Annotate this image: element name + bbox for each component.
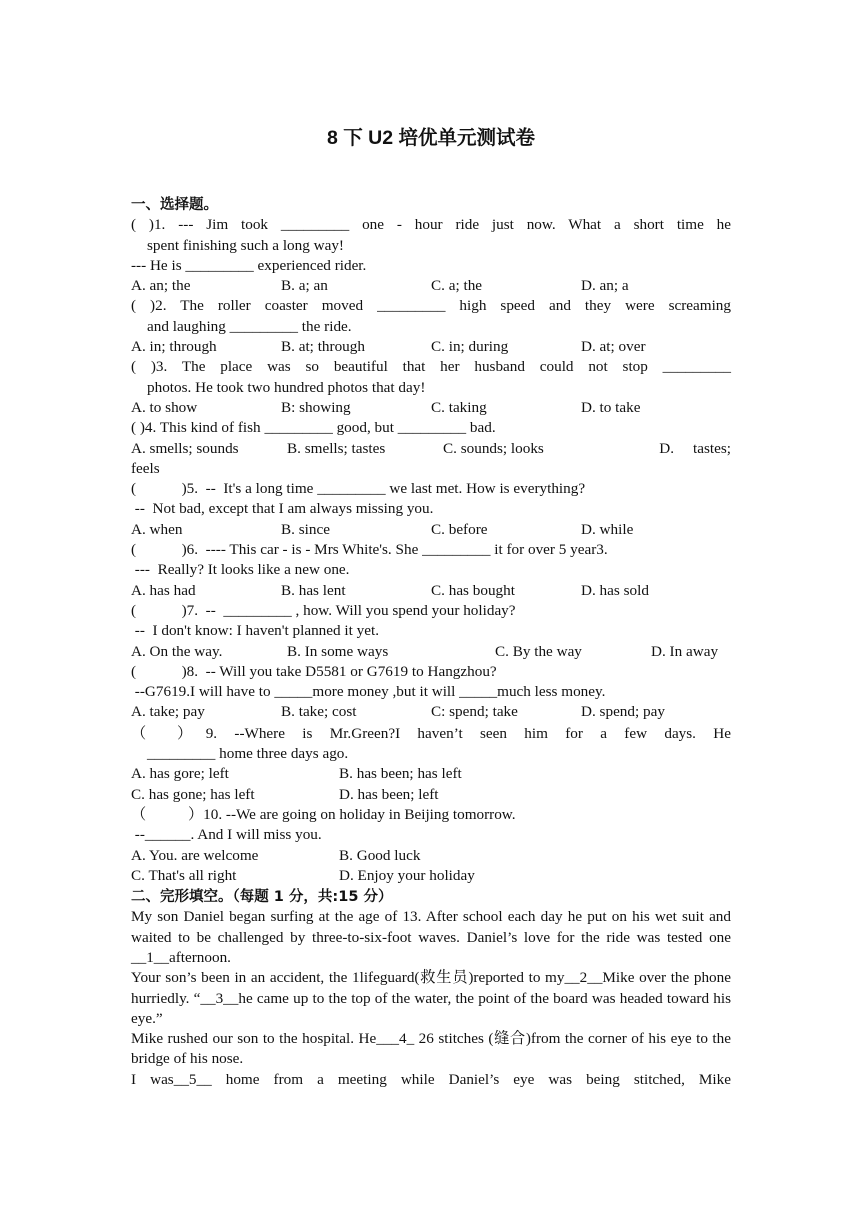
option-a[interactable]: A. On the way. xyxy=(131,642,223,660)
question-line: -- Not bad, except that I am always missing you. xyxy=(131,500,434,518)
question-line: _________ home three days ago. xyxy=(147,745,349,763)
question-line: ( )6. ---- This car - is - Mrs White's. She _________ it for over 5 year3. xyxy=(131,541,608,559)
option-b[interactable]: B. smells; tastes xyxy=(287,439,386,457)
option-a[interactable]: A. You. are welcome xyxy=(131,846,259,864)
page-title: 8 下 U2 培优单元测试卷 xyxy=(326,127,536,149)
question-line: spent finishing such a long way! xyxy=(147,236,344,254)
answer-options xyxy=(131,846,731,866)
question-line: --- Really? It looks like a new one. xyxy=(131,561,350,579)
question-6 xyxy=(131,540,731,601)
question-4 xyxy=(131,418,731,479)
answer-options xyxy=(131,276,731,296)
question-line: ( )8. -- Will you take D5581 or G7619 to Hangzhou? xyxy=(131,662,497,680)
option-a[interactable]: A. to show xyxy=(131,398,198,416)
question-2 xyxy=(131,296,731,357)
question-line: ( )2. The roller coaster moved _________ high speed and they were screaming xyxy=(131,297,731,315)
section-heading-cloze: 二、完形填空。（每题 1 分，共:15 分） xyxy=(131,889,393,906)
option-b[interactable]: B. In some ways xyxy=(287,642,389,660)
answer-options xyxy=(131,702,731,722)
answer-options xyxy=(131,398,731,418)
option-d[interactable]: D. has been; left xyxy=(339,785,439,803)
question-line: ( )5. -- It's a long time _________ we last met. How is everything? xyxy=(131,480,586,498)
option-b[interactable]: B. take; cost xyxy=(281,703,357,721)
option-b[interactable]: B. at; through xyxy=(281,338,365,356)
option-a[interactable]: A. smells; sounds xyxy=(131,439,239,457)
question-10 xyxy=(131,805,731,886)
answer-options xyxy=(131,581,731,601)
option-d[interactable]: D. has sold xyxy=(581,581,649,599)
document-body xyxy=(131,195,731,1090)
question-line: --- He is _________ experienced rider. xyxy=(131,256,367,274)
option-d[interactable]: D. while xyxy=(581,520,634,538)
question-line: ( )1. --- Jim took _________ one - hour ride just now. What a short time he xyxy=(131,216,731,234)
section-heading-choice: 一、选择题。 xyxy=(131,197,218,213)
answer-options xyxy=(131,866,731,886)
option-a[interactable]: A. has had xyxy=(131,581,196,599)
option-c[interactable]: C. By the way xyxy=(495,642,582,660)
question-9 xyxy=(131,724,731,805)
passage-paragraph: I was__5__ home from a meeting while Daniel’s eye was being stitched, Mike xyxy=(131,1070,731,1088)
question-line: and laughing _________ the ride. xyxy=(147,317,352,335)
answer-options xyxy=(131,439,731,459)
passage-paragraph: Your son’s been in an accident, the 1lifeguard(救生员)reported to my__2__Mike over the phone hurriedly. “__3__he came up to the top of the water, the point of the board was headed toward his eye.” xyxy=(131,969,731,1027)
answer-options xyxy=(131,520,731,540)
question-line: ( )3. The place was so beautiful that her husband could not stop _________ xyxy=(131,358,731,376)
question-line: --______. And I will miss you. xyxy=(131,826,322,844)
question-line: -- I don't know: I haven't planned it yet. xyxy=(131,622,379,640)
option-c[interactable]: C. That's all right xyxy=(131,866,237,884)
option-d[interactable]: D. at; over xyxy=(581,338,646,356)
option-c[interactable]: C. in; during xyxy=(431,338,509,356)
question-8 xyxy=(131,662,731,723)
question-line: ( )7. -- _________ , how. Will you spend your holiday? xyxy=(131,601,516,619)
answer-options xyxy=(131,642,731,662)
answer-options xyxy=(131,337,731,357)
option-b[interactable]: B. has been; has left xyxy=(339,765,462,783)
option-a[interactable]: A. when xyxy=(131,520,183,538)
question-line: photos. He took two hundred photos that day! xyxy=(147,378,426,396)
option-c[interactable]: C. taking xyxy=(431,398,487,416)
question-7 xyxy=(131,601,731,662)
question-1 xyxy=(131,215,731,296)
option-a[interactable]: A. an; the xyxy=(131,277,191,295)
question-line: （ ）10. --We are going on holiday in Beijing tomorrow. xyxy=(131,805,516,823)
option-a[interactable]: A. has gore; left xyxy=(131,765,229,783)
question-line: --G7619.I will have to _____more money ,but it will _____much less money. xyxy=(131,683,606,701)
option-d[interactable]: D. In away xyxy=(651,642,719,660)
option-c[interactable]: C. has bought xyxy=(431,581,515,599)
option-c[interactable]: C. a; the xyxy=(431,277,483,295)
option-b[interactable]: B. since xyxy=(281,520,330,538)
question-line: ( )4. This kind of fish _________ good, but _________ bad. xyxy=(131,419,496,437)
option-c[interactable]: C: spend; take xyxy=(431,703,518,721)
option-b[interactable]: B. a; an xyxy=(281,277,328,295)
option-d[interactable]: D. Enjoy your holiday xyxy=(339,866,475,884)
option-d[interactable]: D. to take xyxy=(581,398,641,416)
option-c[interactable]: C. has gone; has left xyxy=(131,785,255,803)
option-b[interactable]: B. Good luck xyxy=(339,846,421,864)
option-d[interactable]: D. spend; pay xyxy=(581,703,665,721)
passage-paragraph: Mike rushed our son to the hospital. He___4_ 26 stitches (缝合)from the corner of his eye to the bridge of his nose. xyxy=(131,1030,731,1068)
question-line: feels xyxy=(131,459,160,477)
option-c[interactable]: C. sounds; looks xyxy=(443,439,544,457)
option-b[interactable]: B. has lent xyxy=(281,581,346,599)
answer-options xyxy=(131,764,731,784)
question-line: （ ）9. --Where is Mr.Green?I haven’t seen him for a few days. He xyxy=(131,724,731,742)
question-3 xyxy=(131,357,731,418)
option-a[interactable]: A. take; pay xyxy=(131,703,205,721)
option-c[interactable]: C. before xyxy=(431,520,488,538)
answer-options xyxy=(131,785,731,805)
option-b[interactable]: B: showing xyxy=(281,398,351,416)
option-a[interactable]: A. in; through xyxy=(131,338,217,356)
passage-paragraph: My son Daniel began surfing at the age of 13. After school each day he put on his wet suit and waited to be challenged by three-to-six-foot waves. Daniel’s love for the ride was tested one __1__afternoon. xyxy=(131,908,731,966)
option-d[interactable]: D. tastes; xyxy=(659,439,731,457)
option-d[interactable]: D. an; a xyxy=(581,277,629,295)
question-5 xyxy=(131,479,731,540)
